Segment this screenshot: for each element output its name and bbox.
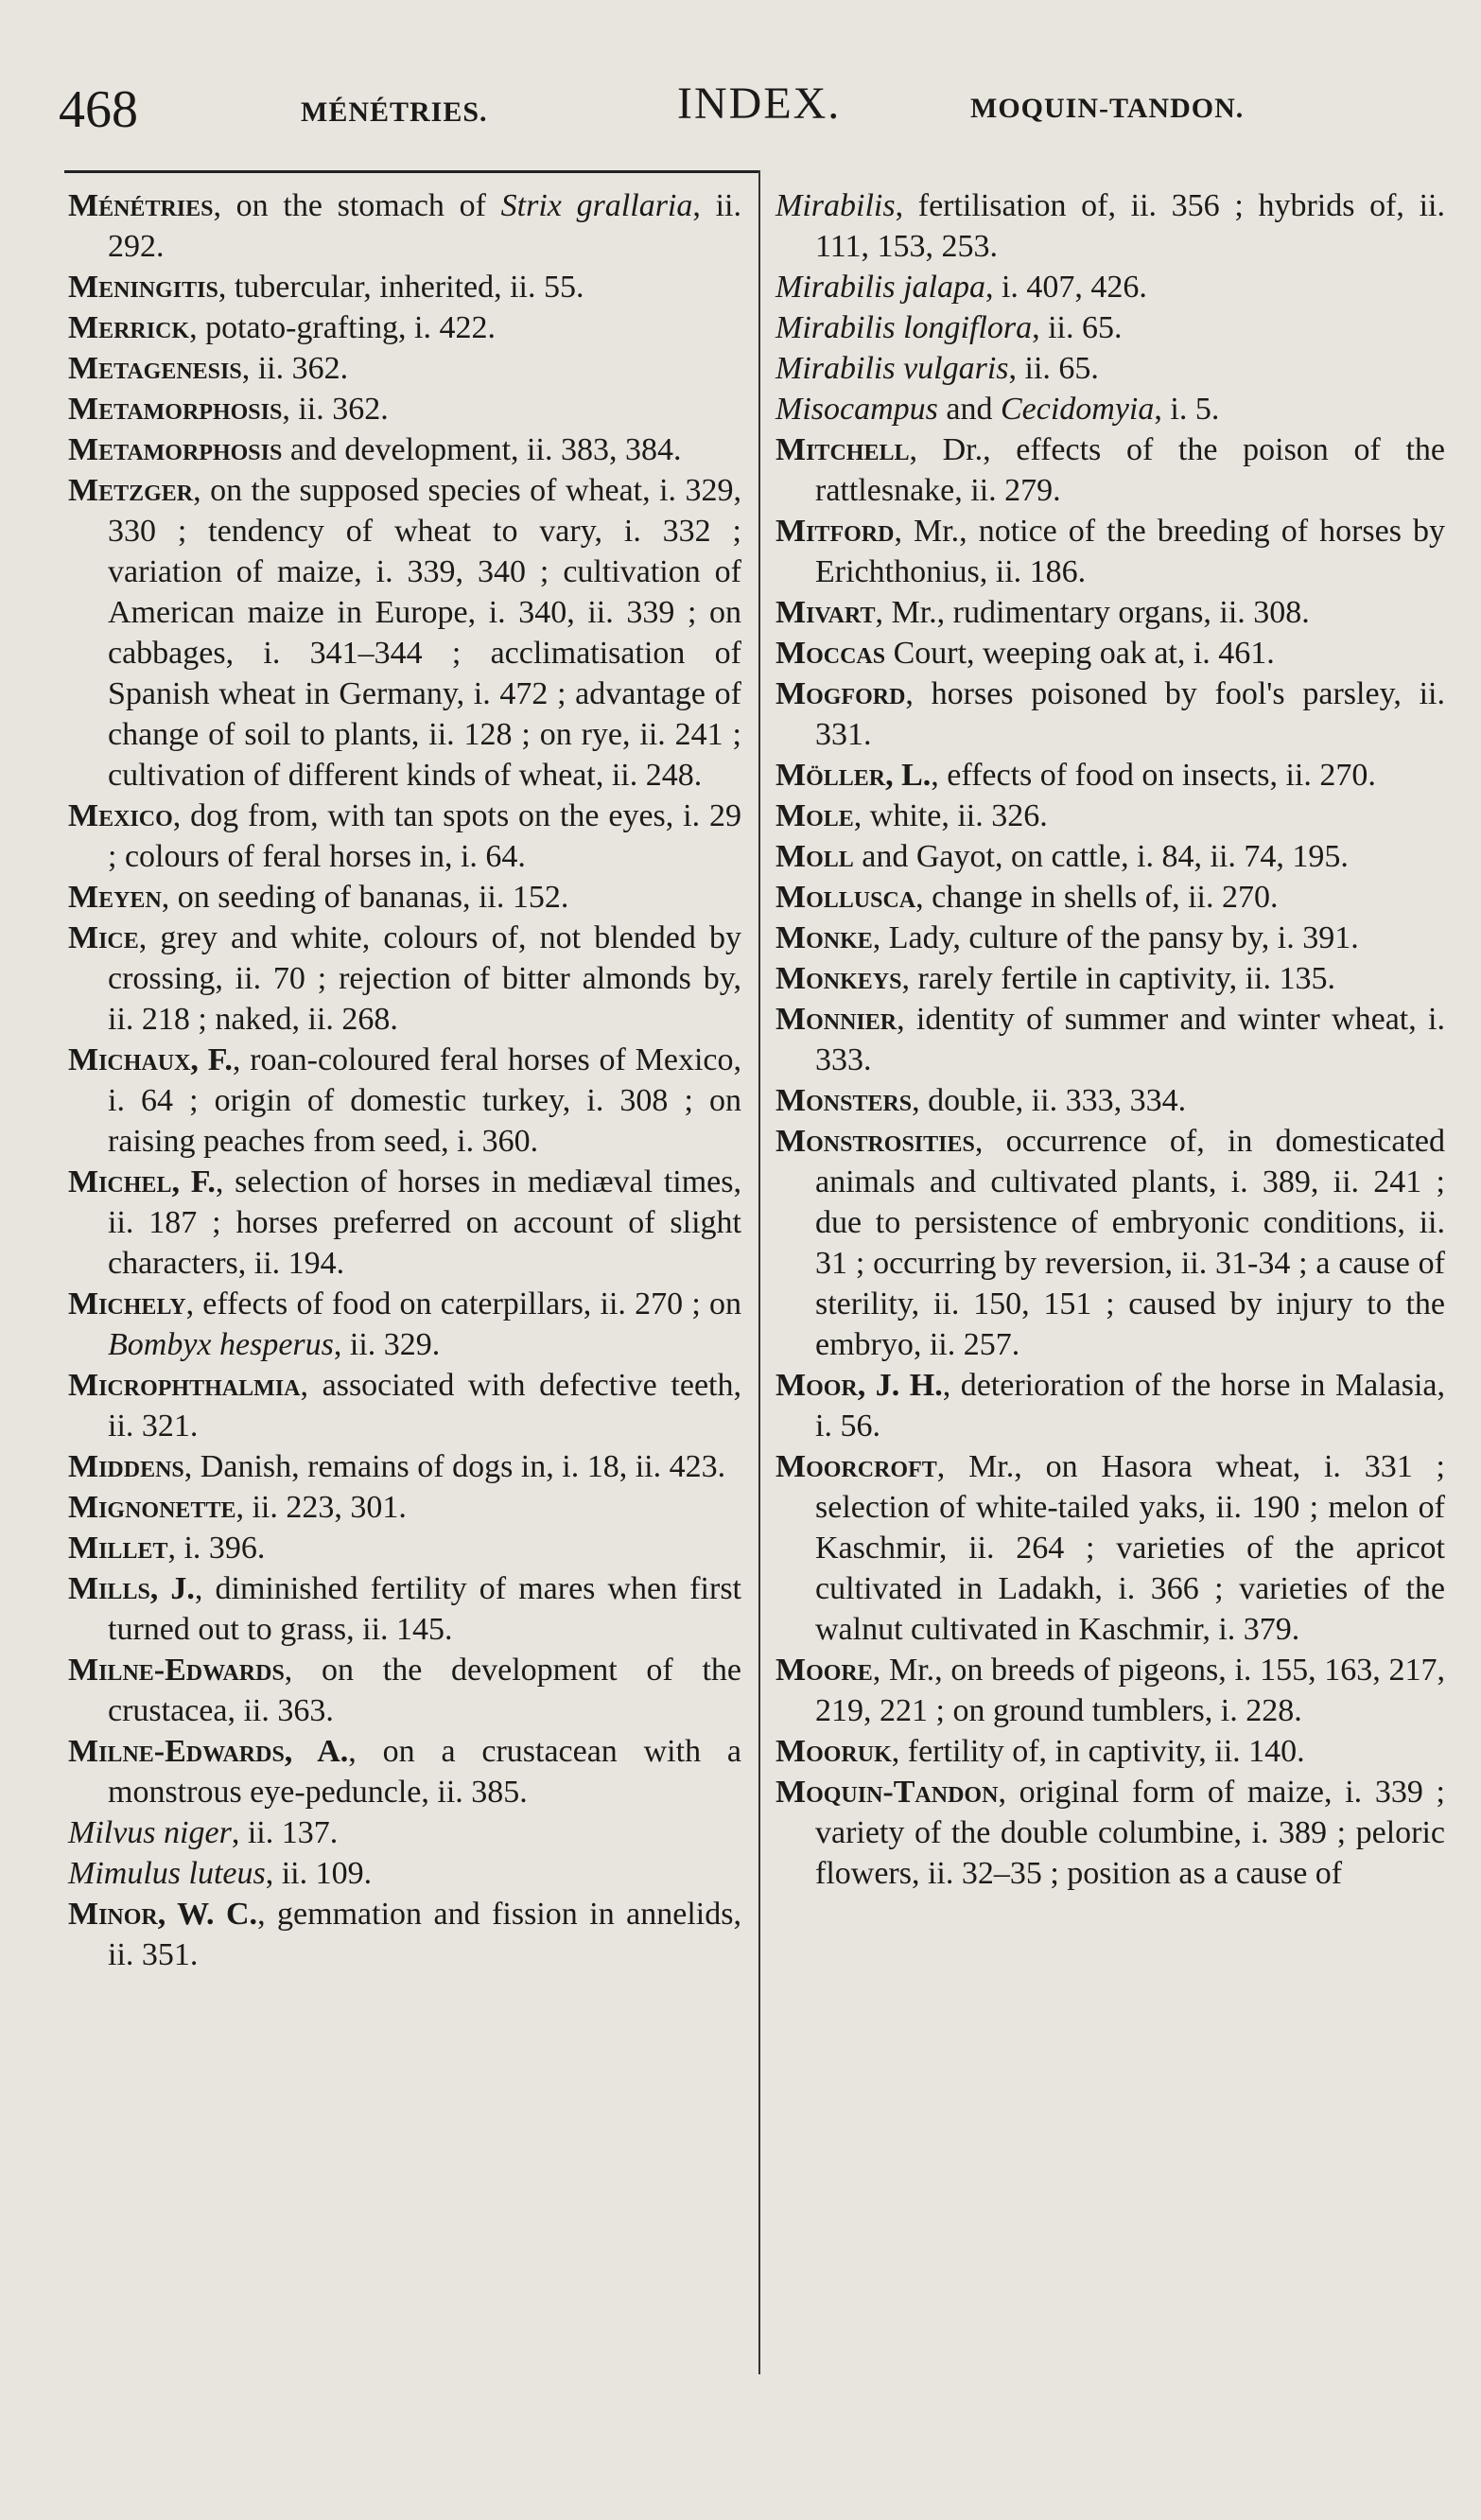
entry-headword: Minor, W. C. — [68, 1897, 258, 1932]
entry-headword: Mogford — [775, 676, 906, 711]
entry-text: , double, ii. 333, 334. — [912, 1083, 1187, 1118]
entry-text: , occurrence of, in domesticated animals and cultivated plants, i. 389, ii. 241 ; due to persistence of embryonic conditions, ii. 31 ; occurring by reversion, ii. 31-34 ; a cause of sterility, ii. 150, 151 ; caused by injury to the embryo, ii. 257. — [815, 1124, 1445, 1362]
entry-text: , effects of food on insects, ii. 270. — [931, 758, 1376, 793]
index-entry — [775, 511, 1445, 592]
index-entry — [775, 307, 1445, 348]
index-entry — [775, 796, 1445, 836]
index-entry — [775, 348, 1445, 389]
index-entry — [68, 307, 741, 348]
left-column — [68, 185, 741, 1975]
entry-text: , Mr., notice of the breeding of horses by Erichthonius, ii. 186. — [815, 514, 1445, 589]
entry-italic-text: Mirabilis vulgaris — [775, 351, 1009, 386]
entry-text: , ii. 137. — [231, 1815, 339, 1850]
entry-text: , white, ii. 326. — [853, 798, 1048, 833]
entry-italic-text: Mirabilis — [775, 188, 896, 223]
index-entry — [68, 1487, 741, 1528]
entry-text: , diminished fertility of mares when first turned out to grass, ii. 145. — [108, 1571, 742, 1647]
entry-text: , fertility of, in captivity, ii. 140. — [891, 1734, 1305, 1769]
entry-headword: Moccas — [775, 636, 886, 671]
entry-text: , i. 396. — [167, 1531, 266, 1566]
entry-text: and — [937, 392, 1001, 427]
entry-text: , original form of maize, i. 339 ; variety of the double columbine, i. 389 ; peloric flowers, ii. 32–35 ; position as a cause of — [815, 1775, 1445, 1891]
entry-headword: Mooruk — [775, 1734, 892, 1769]
entry-headword: Mice — [68, 920, 139, 955]
entry-text: , selection of horses in mediæval times, ii. 187 ; horses preferred on account of slight characters, ii. 194. — [108, 1164, 741, 1281]
index-entry — [68, 429, 741, 470]
entry-text: , ii. 329. — [333, 1327, 441, 1362]
entry-text: , on the supposed species of wheat, i. 329, 330 ; tendency of wheat to vary, i. 332 ; variation of maize, i. 339, 340 ; cultivation of American maize in Europe, i. 340, ii. 339 ; on cabbages, i. 341–344 ; acclimatisation of Spanish wheat in Germany, i. 472 ; advantage of change of soil to plants, ii. 128 ; on rye, ii. 241 ; cultivation of different kinds of wheat, ii. 248. — [108, 473, 741, 793]
index-entry — [68, 470, 741, 796]
entry-text: , Dr., effects of the poison of the rattlesnake, ii. 279. — [815, 432, 1445, 508]
index-entry — [775, 958, 1445, 999]
entry-italic-text: Milvus niger — [68, 1815, 232, 1850]
index-entry — [775, 389, 1445, 429]
entry-text: , gemmation and fission in annelids, ii. 351. — [108, 1897, 741, 1972]
entry-italic-text: Misocampus — [775, 392, 938, 427]
entry-headword: Monstrosities — [775, 1124, 975, 1159]
entry-italic-text: Bombyx hesperus — [108, 1327, 334, 1362]
entry-headword: Millet — [68, 1531, 168, 1566]
entry-italic-text: Mirabilis longiflora — [775, 310, 1033, 345]
column-divider — [758, 170, 760, 2374]
page-title: INDEX. — [677, 79, 842, 129]
entry-text: , on a crustacean with a monstrous eye-peduncle, ii. 385. — [108, 1734, 741, 1810]
entry-text: , tubercular, inherited, ii. 55. — [218, 270, 584, 305]
entry-headword: Metagenesis — [68, 351, 242, 386]
entry-text: , effects of food on caterpillars, ii. 270 ; on — [185, 1286, 741, 1321]
index-entry — [68, 267, 741, 307]
entry-text: , ii. 292. — [108, 188, 741, 264]
left-running-head: MÉNÉTRIES. — [301, 96, 488, 128]
entry-text: , ii. 109. — [265, 1856, 373, 1891]
entry-headword: Möller, L. — [775, 758, 932, 793]
entry-text: , Mr., on breeds of pigeons, i. 155, 163, 217, 219, 221 ; on ground tumblers, i. 228. — [815, 1653, 1445, 1728]
index-entry — [68, 1650, 741, 1731]
entry-text: , i. 5. — [1154, 392, 1220, 427]
entry-text: , associated with defective teeth, ii. 321. — [108, 1368, 741, 1444]
index-entry — [775, 877, 1445, 918]
entry-headword: Monsters — [775, 1083, 913, 1118]
entry-text: , rarely fertile in captivity, ii. 135. — [901, 961, 1335, 996]
entry-text: , fertilisation of, ii. 356 ; hybrids of, ii. 111, 153, 253. — [815, 188, 1445, 264]
entry-headword: Moore — [775, 1653, 873, 1688]
entry-text: , ii. 65. — [1032, 310, 1123, 345]
entry-headword: Michely — [68, 1286, 186, 1321]
index-entry — [775, 918, 1445, 958]
entry-headword: Milne-Edwards, A. — [68, 1734, 349, 1769]
index-entry — [68, 389, 741, 429]
header-rule — [64, 170, 758, 173]
entry-headword: Mignonette — [68, 1490, 236, 1525]
entry-text: , horses poisoned by fool's parsley, ii. 331. — [815, 676, 1445, 752]
entry-headword: Metamorphosis — [68, 392, 283, 427]
index-entry — [68, 1853, 741, 1894]
index-entry — [68, 1040, 741, 1162]
entry-headword: Mollusca — [775, 880, 916, 915]
entry-text: , dog from, with tan spots on the eyes, i. 29 ; colours of feral horses in, i. 64. — [108, 798, 741, 874]
entry-text: , identity of summer and winter wheat, i. 333. — [815, 1002, 1445, 1077]
index-entry — [68, 1894, 741, 1975]
index-entry — [775, 1731, 1445, 1772]
index-entry — [775, 1772, 1445, 1894]
index-entry — [68, 348, 741, 389]
index-entry — [775, 1121, 1445, 1365]
entry-italic-text: Mirabilis jalapa — [775, 270, 985, 305]
index-entry — [68, 1528, 741, 1568]
index-entry — [68, 1731, 741, 1812]
right-column — [775, 185, 1445, 1894]
index-entry — [775, 633, 1445, 674]
entry-text: and Gayot, on cattle, i. 84, ii. 74, 195. — [853, 839, 1349, 874]
entry-text: Court, weeping oak at, i. 461. — [885, 636, 1275, 671]
entry-text: , Lady, culture of the pansy by, i. 391. — [872, 920, 1359, 955]
entry-text: , Danish, remains of dogs in, i. 18, ii. 423. — [183, 1449, 726, 1484]
index-entry — [68, 1446, 741, 1487]
entry-italic-text: Mimulus luteus — [68, 1856, 266, 1891]
entry-headword: Moll — [775, 839, 854, 874]
entry-headword: Monnier — [775, 1002, 897, 1037]
entry-headword: Moorcroft — [775, 1449, 937, 1484]
index-entry — [68, 877, 741, 918]
index-entry — [775, 1080, 1445, 1121]
index-entry — [68, 1812, 741, 1853]
entry-text: , ii. 362. — [241, 351, 349, 386]
index-entry — [775, 836, 1445, 877]
entry-headword: Moquin-Tandon — [775, 1775, 999, 1810]
entry-text: , on the development of the crustacea, ii. 363. — [108, 1653, 741, 1728]
entry-headword: Ménétries — [68, 188, 214, 223]
entry-headword: Microphthalmia — [68, 1368, 301, 1403]
entry-headword: Milne-Edwards — [68, 1653, 285, 1688]
right-running-head: MOQUIN-TANDON. — [970, 93, 1245, 124]
entry-headword: Merrick — [68, 310, 190, 345]
entry-headword: Monkeys — [775, 961, 902, 996]
entry-text: , change in shells of, ii. 270. — [915, 880, 1279, 915]
index-entry — [68, 185, 741, 267]
entry-italic-text: Strix grallaria — [500, 188, 693, 223]
index-entry — [775, 429, 1445, 511]
entry-text: , potato-grafting, i. 422. — [189, 310, 496, 345]
index-entry — [775, 185, 1445, 267]
index-entry — [68, 918, 741, 1040]
entry-text: , ii. 362. — [282, 392, 389, 427]
entry-headword: Mole — [775, 798, 854, 833]
entry-headword: Middens — [68, 1449, 184, 1484]
entry-text: , Mr., on Hasora wheat, i. 331 ; selection of white-tailed yaks, ii. 190 ; melon of Kaschmir, ii. 264 ; varieties of the apricot cultivated in Ladakh, i. 366 ; varieties of the walnut cultivated in Kaschmir, i. 379. — [815, 1449, 1445, 1647]
entry-text: , i. 407, 426. — [984, 270, 1147, 305]
index-entry — [775, 1446, 1445, 1650]
index-entry — [68, 796, 741, 877]
index-entry — [68, 1284, 741, 1365]
entry-text: , deterioration of the horse in Malasia, i. 56. — [815, 1368, 1445, 1444]
entry-text: , ii. 223, 301. — [235, 1490, 407, 1525]
entry-text: , on seeding of bananas, ii. 152. — [161, 880, 569, 915]
index-entry — [775, 999, 1445, 1080]
entry-headword: Michaux, F. — [68, 1042, 233, 1077]
index-entry — [775, 267, 1445, 307]
entry-headword: Meningitis — [68, 270, 218, 305]
entry-headword: Mills, J. — [68, 1571, 195, 1606]
index-entry — [775, 755, 1445, 796]
entry-text: and development, ii. 383, 384. — [282, 432, 682, 467]
entry-text: , grey and white, colours of, not blended by crossing, ii. 70 ; rejection of bitter almonds by, ii. 218 ; naked, ii. 268. — [108, 920, 741, 1037]
index-entry — [775, 1365, 1445, 1446]
entry-headword: Metamorphosis — [68, 432, 283, 467]
entry-text: , on the stomach of — [213, 188, 501, 223]
index-entry — [68, 1162, 741, 1284]
entry-headword: Mexico — [68, 798, 173, 833]
entry-headword: Meyen — [68, 880, 162, 915]
entry-headword: Monke — [775, 920, 873, 955]
entry-headword: Mitford — [775, 514, 895, 549]
entry-text: , Mr., rudimentary organs, ii. 308. — [875, 595, 1310, 630]
entry-italic-text: Cecidomyia — [1000, 392, 1155, 427]
entry-headword: Mitchell — [775, 432, 910, 467]
index-entry — [775, 1650, 1445, 1731]
index-entry — [68, 1365, 741, 1446]
entry-text: , roan-coloured feral horses of Mexico, i. 64 ; origin of domestic turkey, i. 308 ; on raising peaches from seed, i. 360. — [108, 1042, 742, 1159]
entry-headword: Michel, F. — [68, 1164, 216, 1199]
entry-headword: Mivart — [775, 595, 876, 630]
entry-headword: Metzger — [68, 473, 194, 508]
page-header — [0, 74, 1481, 140]
page-number: 468 — [59, 80, 138, 139]
index-entry — [68, 1568, 741, 1650]
index-entry — [775, 592, 1445, 633]
entry-headword: Moor, J. H. — [775, 1368, 943, 1403]
entry-text: , ii. 65. — [1008, 351, 1099, 386]
index-entry — [775, 674, 1445, 755]
